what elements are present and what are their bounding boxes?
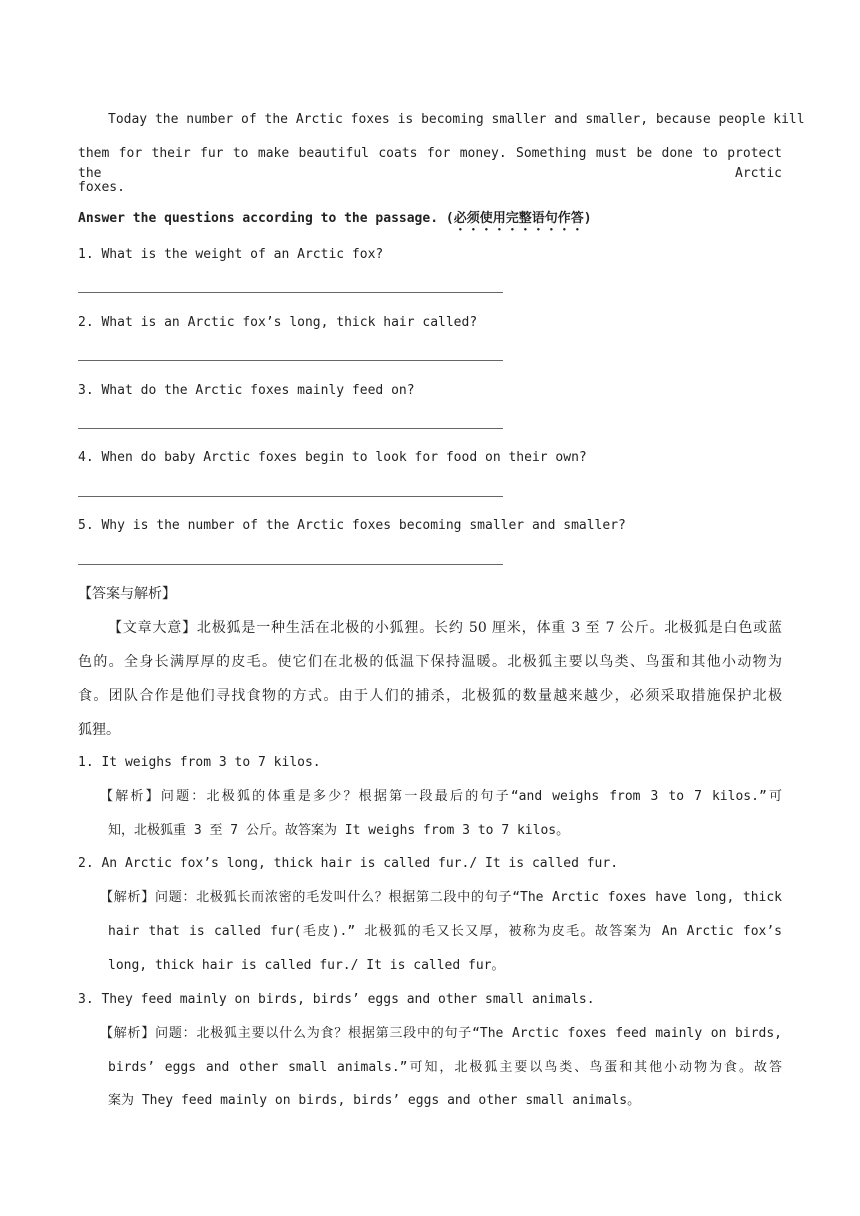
question-3: 3. What do the Arctic foxes mainly feed on? xyxy=(78,383,415,398)
passage-line-2: them for their fur to make beautiful coats for money. Something must be done to protect the Arctic xyxy=(78,146,782,181)
answer-heading: 【答案与解析】 xyxy=(78,586,176,602)
passage-line-3: foxes. xyxy=(78,180,125,195)
analysis-1-line-2: 知，北极狐重 3 至 7 公斤。故答案为 It weighs from 3 to 7 kilos。 xyxy=(108,823,570,838)
instruction-emphasis: 必须使用完整语句作答 xyxy=(453,211,584,226)
answer-line-4[interactable] xyxy=(78,496,503,497)
analysis-2-line-1: 【解析】问题：北极狐长而浓密的毛发叫什么？根据第二段中的句子“The Arctic foxes have long, thick xyxy=(100,890,782,905)
answer-line-5[interactable] xyxy=(78,564,503,565)
question-2: 2. What is an Arctic fox’s long, thick hair called? xyxy=(78,315,478,330)
analysis-2-line-2: hair that is called fur(毛皮).” 北极狐的毛又长又厚，被称为皮毛。故答案为 An Arctic fox’s xyxy=(108,924,782,939)
summary-line-2: 色的。全身长满厚厚的皮毛。使它们在北极的低温下保持温暖。北极狐主要以鸟类、鸟蛋和其他小动物为 xyxy=(78,654,782,670)
passage-line-1: Today the number of the Arctic foxes is becoming smaller and smaller, because people kill xyxy=(108,112,805,127)
instruction xyxy=(78,209,592,234)
answer-line-2[interactable] xyxy=(78,360,503,361)
analysis-2-line-3: long, thick hair is called fur./ It is called fur。 xyxy=(108,958,505,973)
question-5: 5. Why is the number of the Arctic foxes becoming smaller and smaller? xyxy=(78,518,626,533)
question-4: 4. When do baby Arctic foxes begin to look for food on their own? xyxy=(78,450,587,465)
question-1: 1. What is the weight of an Arctic fox? xyxy=(78,247,384,262)
summary-line-1: 【文章大意】北极狐是一种生活在北极的小狐狸。长约 50 厘米，体重 3 至 7 公斤。北极狐是白色或蓝 xyxy=(108,620,782,636)
answer-2: 2. An Arctic fox’s long, thick hair is called fur./ It is called fur. xyxy=(78,856,619,871)
analysis-3-line-2: birds’ eggs and other small animals.”可知，北极狐主要以鸟类、鸟蛋和其他小动物为食。故答 xyxy=(108,1060,782,1075)
answer-line-1[interactable] xyxy=(78,292,503,293)
answer-line-3[interactable] xyxy=(78,428,503,429)
analysis-3-line-1: 【解析】问题：北极狐主要以什么为食？根据第三段中的句子“The Arctic foxes feed mainly on birds, xyxy=(100,1026,782,1041)
instruction-close: ) xyxy=(583,211,592,226)
instruction-text: Answer the questions according to the passage. ( xyxy=(78,211,454,226)
analysis-1-line-1: 【解析】问题：北极狐的体重是多少？根据第一段最后的句子“and weighs from 3 to 7 kilos.”可 xyxy=(100,789,782,804)
summary-line-3: 食。团队合作是他们寻找食物的方式。由于人们的捕杀，北极狐的数量越来越少，必须采取措施保护北极 xyxy=(78,688,782,704)
answer-1: 1. It weighs from 3 to 7 kilos. xyxy=(78,755,321,770)
answer-3: 3. They feed mainly on birds, birds’ eggs and other small animals. xyxy=(78,992,595,1007)
summary-line-4: 狐狸。 xyxy=(78,722,120,738)
analysis-3-line-3: 案为 They feed mainly on birds, birds’ eggs and other small animals。 xyxy=(108,1093,641,1108)
